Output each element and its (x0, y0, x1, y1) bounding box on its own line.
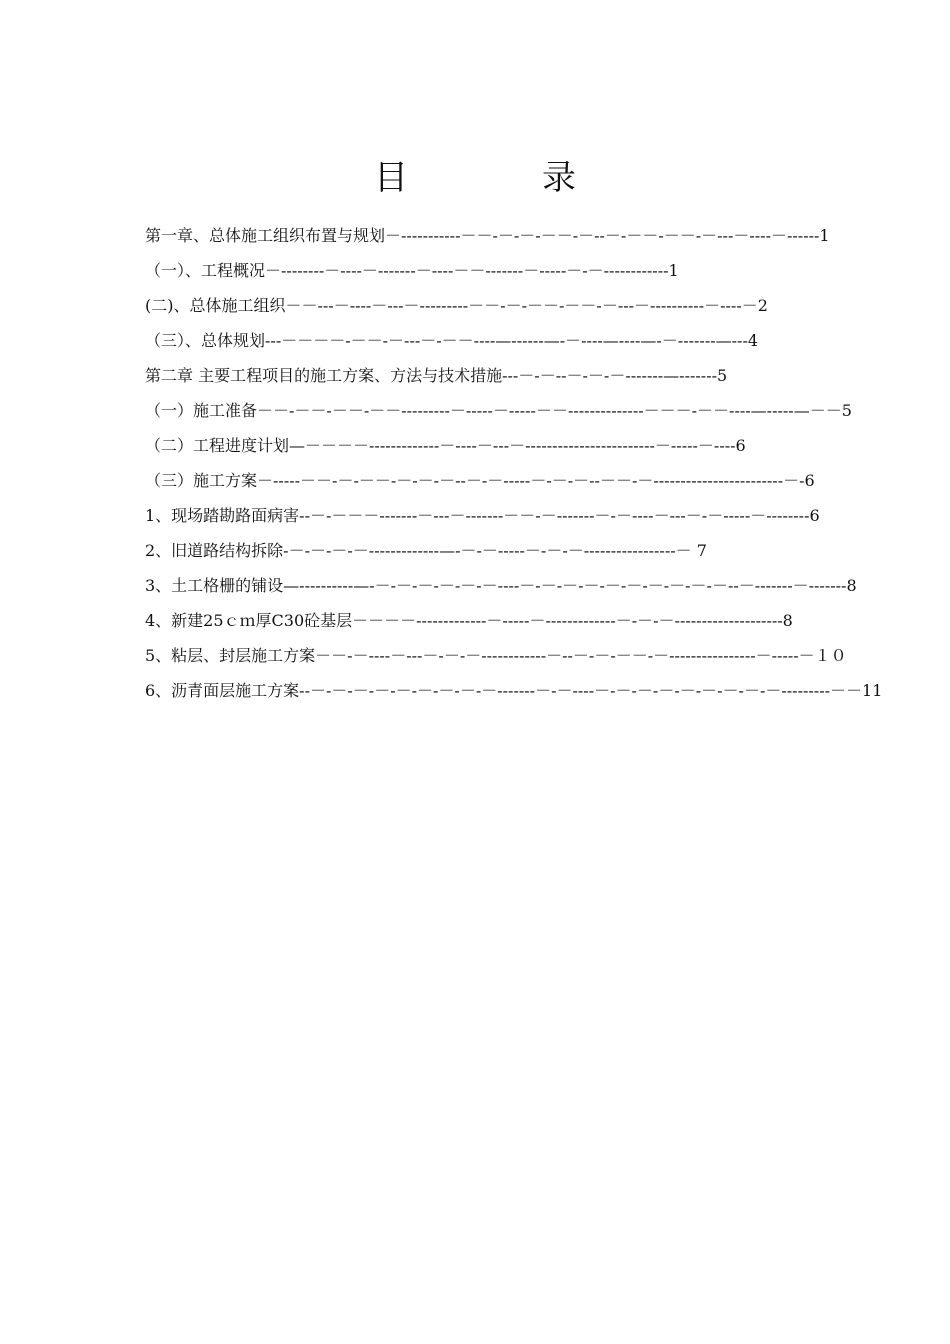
toc-entry-chapter-2[interactable]: 第二章 主要工程项目的施工方案、方法与技术措施---－-－--－-－-－-------—-------5 (145, 366, 728, 385)
toc-entry-geogrid[interactable]: 3、土工格栅的铺设—----------—-－-－-－-－-－-－----－-－-－-－-－-－-－-－-－-－--－-------－-------8 (145, 576, 857, 595)
table-of-contents (145, 218, 885, 708)
toc-entry-project-overview[interactable]: （一）、工程概况－--------－----－-------－----－－-------－-----－-－------------1 (145, 261, 679, 280)
toc-entry-site-survey[interactable]: 1、现场踏勘路面病害--－-－－－-------－---－-------－－-－-------－-－----－---－-－-----－--------6 (145, 506, 820, 525)
toc-entry-overall-organization[interactable]: (二)、总体施工组织－－---－----－---－---------－－-－-－－-－－-－---－----------－----－2 (145, 296, 768, 315)
toc-entry-base-layer[interactable]: 4、新建25ｃｍ厚C30砼基层－－－－-------------－-----－-------------－-－-－--------------------8 (145, 611, 793, 630)
toc-entry-demolition[interactable]: 2、旧道路结构拆除-－-－-－-－-------------—-－-－-----－-－-－-----------------－ 7 (145, 541, 707, 560)
toc-entry-chapter-1[interactable]: 第一章、总体施工组织布置与规划－-----------－－-－-－-－－-－--－-－－-－－-－---－----－------1 (145, 226, 830, 245)
page-title: 目 录 (374, 158, 626, 198)
toc-entry-tack-seal-coat[interactable]: 5、粘层、封层施工方案－－-－----－---－-－-－------------－--－-－-－－-－----------------－-----－１０ (145, 646, 847, 665)
toc-entry-schedule[interactable]: （二）工程进度计划—－－－－-------------－----－---－------------------------－-----－----6 (145, 436, 746, 455)
toc-entry-construction-prep[interactable]: （一）施工准备－－-－－-－－-－－---------－-----－-----－－--------------－－－-－－----—-----—－－5 (145, 401, 852, 420)
toc-entry-asphalt-surface[interactable]: 6、沥青面层施工方案--－-－-－-－-－-－-－-－-－-------－-－----－-－-－-－-－-－-－-－-－---------－－11 (145, 681, 883, 700)
toc-entry-overall-planning[interactable]: （三）、总体规划---－－－－-－－-－---－-－－----—------—-－----—----—-－-------—---4 (145, 331, 759, 350)
toc-entry-construction-plan[interactable]: （三）施工方案－-----－－-－-－－-－-－-－--－-－-----－-－-－--－－-－------------------------－-6 (145, 471, 815, 490)
